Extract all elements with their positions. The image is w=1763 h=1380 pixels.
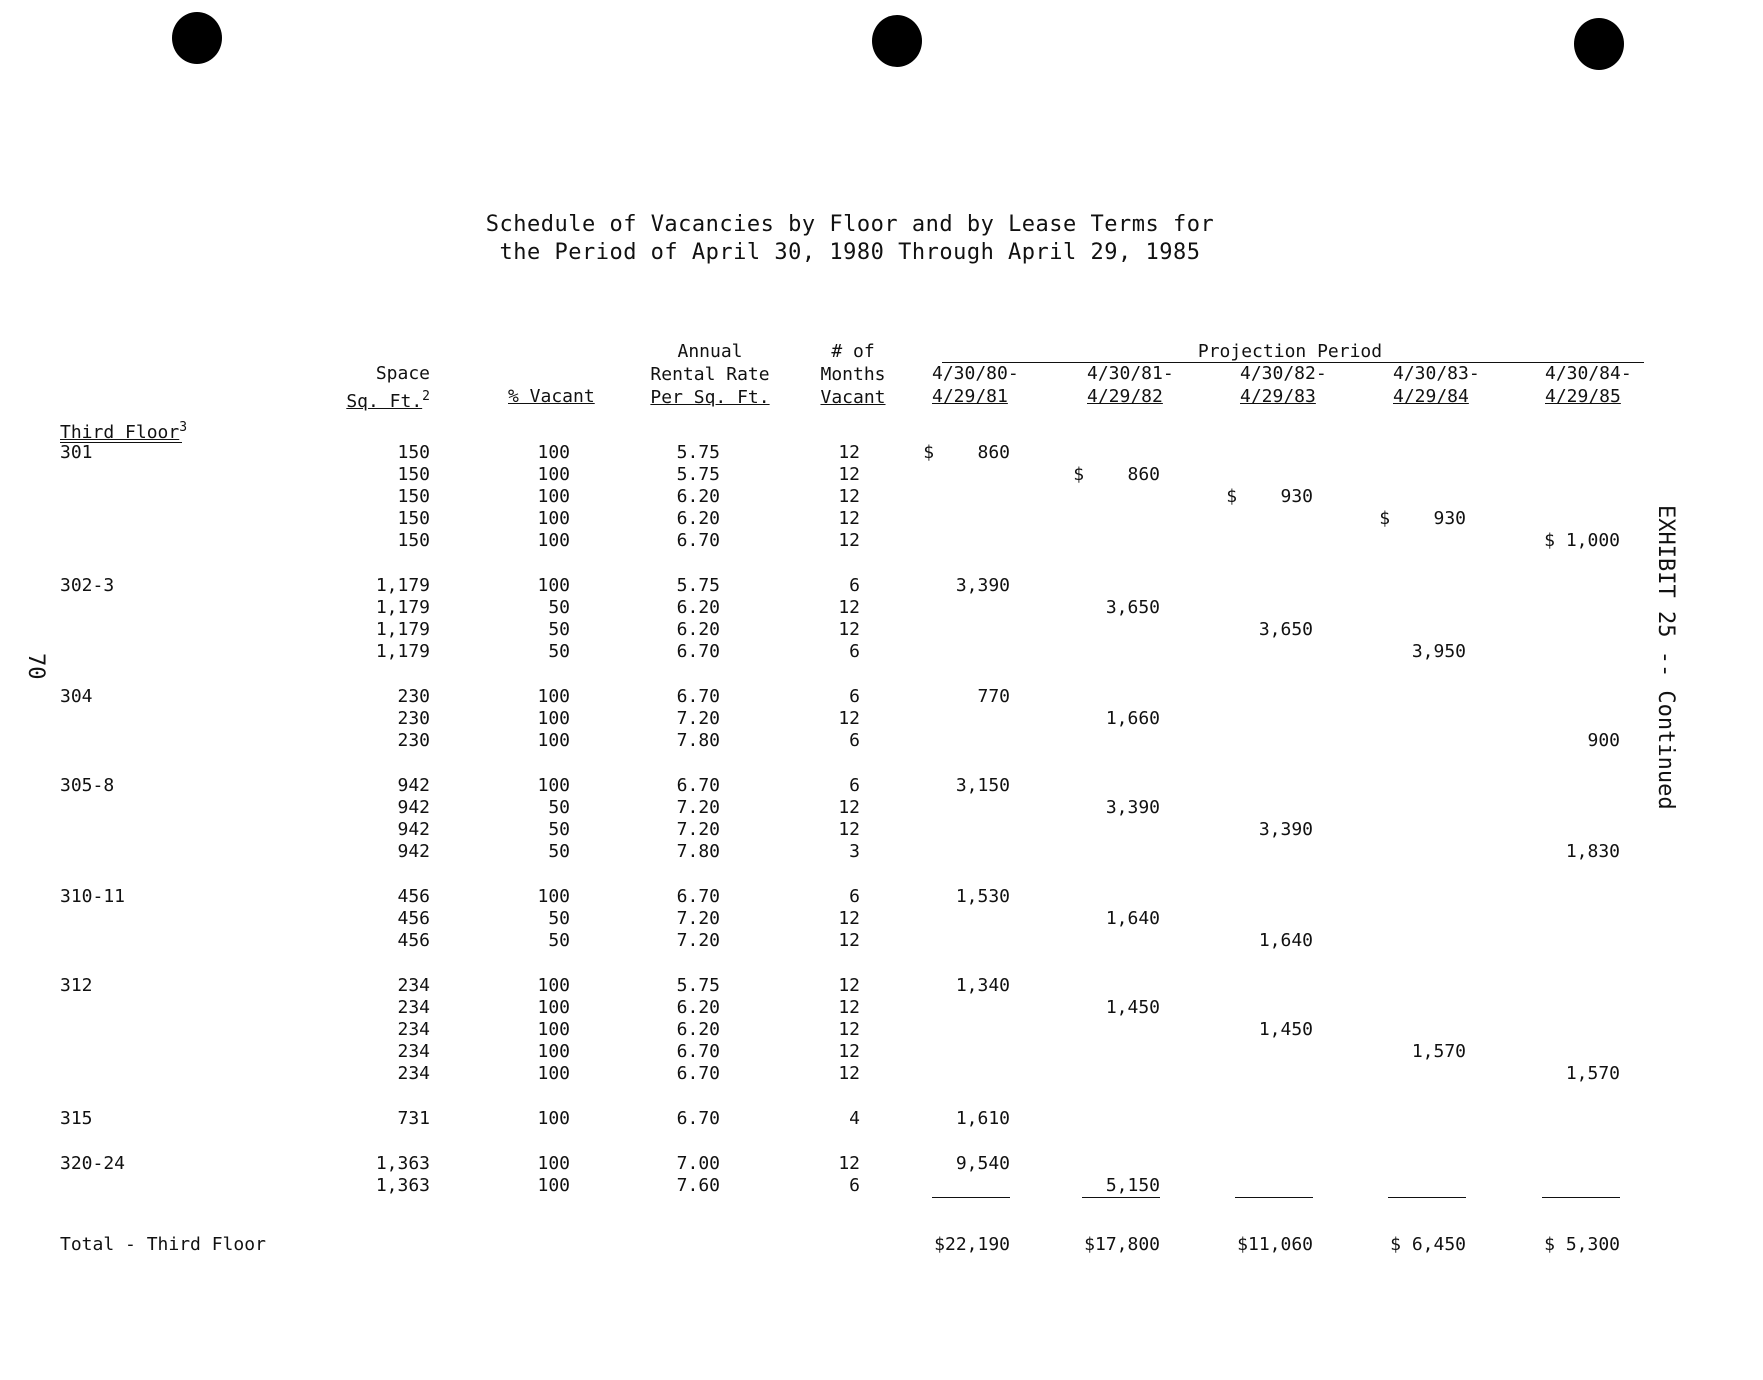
months-cell: 12 [838,442,860,463]
rate-cell: 5.75 [676,975,720,996]
page-number: 70 [23,653,48,680]
vacant-cell: 100 [537,1153,570,1174]
period-value-cell: 3,650 [1105,597,1160,618]
months-cell: 12 [838,508,860,529]
vacant-cell: 100 [537,730,570,751]
months-cell: 12 [838,464,860,485]
table-row [0,708,1700,730]
header-rate [640,340,780,409]
months-cell: 12 [838,1153,860,1174]
unit-cell: 310-11 [60,886,126,907]
subtotal-rule [932,1197,1010,1198]
vacant-cell: 100 [537,486,570,507]
header-period-2 [1087,362,1174,408]
rate-cell: 6.70 [676,641,720,662]
title-line-2: the Period of April 30, 1980 Through April 29, 1985 [499,240,1201,265]
period-value-cell: 1,450 [1105,997,1160,1018]
sqft-cell: 230 [397,708,430,729]
table-row [0,530,1700,552]
rate-cell: 6.20 [676,597,720,618]
rate-cell: 6.20 [676,1019,720,1040]
sqft-cell: 234 [397,1041,430,1062]
sqft-cell: 731 [397,1108,430,1129]
months-cell: 6 [849,775,860,796]
rate-cell: 7.80 [676,841,720,862]
header-rate-line1: Annual [677,341,743,362]
vacant-cell: 100 [537,775,570,796]
months-cell: 12 [838,975,860,996]
rate-cell: 6.70 [676,686,720,707]
months-cell: 6 [849,1175,860,1196]
vacant-cell: 100 [537,708,570,729]
months-cell: 12 [838,597,860,618]
sqft-cell: 1,179 [375,575,430,596]
period-value-cell: 9,540 [955,1153,1010,1174]
period-value-cell: 1,660 [1105,708,1160,729]
header-space-sup: 2 [422,389,430,404]
table-row [0,886,1700,908]
header-months-line3 [808,386,898,409]
rate-cell: 7.20 [676,708,720,729]
header-period-end-text: 4/29/82 [1087,386,1163,407]
vacant-cell: 50 [548,641,570,662]
subtotal-rule [1542,1197,1620,1198]
period-value-cell: 3,390 [1105,797,1160,818]
sqft-cell: 234 [397,1063,430,1084]
period-value-cell: 5,150 [1105,1175,1160,1196]
header-space-line1: Space [375,363,430,384]
punch-hole-right [1574,18,1624,70]
months-cell: 3 [849,841,860,862]
header-period-start: 4/30/80- [932,363,1019,384]
header-period-start: 4/30/82- [1240,363,1327,384]
months-cell: 6 [849,730,860,751]
sqft-cell: 150 [397,442,430,463]
unit-cell: 304 [60,686,93,707]
vacant-cell: 100 [537,997,570,1018]
rate-cell: 6.20 [676,486,720,507]
table-row [0,819,1700,841]
total-value-cell: $ 6,450 [1390,1234,1466,1255]
header-period-start: 4/30/83- [1393,363,1480,384]
rate-cell: 7.20 [676,930,720,951]
vacant-cell: 50 [548,597,570,618]
period-value-cell: 3,650 [1258,619,1313,640]
vacant-cell: 50 [548,797,570,818]
period-value-cell: 770 [977,686,1010,707]
table-row [0,975,1700,997]
period-value-cell: 3,390 [1258,819,1313,840]
unit-cell: 315 [60,1108,93,1129]
vacant-cell: 100 [537,1063,570,1084]
header-months-text: Vacant [820,387,886,408]
table-row [0,1063,1700,1085]
unit-cell: 301 [60,442,93,463]
header-rate-text: Per Sq. Ft. [650,387,770,408]
subtotal-rule [1235,1197,1313,1198]
header-period-end-text: 4/29/81 [932,386,1008,407]
title-line-1: Schedule of Vacancies by Floor and by Lease Terms for [485,212,1215,237]
rate-cell: 6.70 [676,775,720,796]
period-value-cell: 1,610 [955,1108,1010,1129]
period-value-cell: $ 930 [1379,508,1466,529]
unit-cell: 305-8 [60,775,115,796]
header-period-end [1240,385,1327,408]
header-period-start: 4/30/84- [1545,363,1632,384]
table-row [0,775,1700,797]
rate-cell: 6.20 [676,508,720,529]
header-rate-line2: Rental Rate [650,364,770,385]
header-space [340,362,430,413]
total-label: Total - Third Floor [60,1234,266,1255]
months-cell: 12 [838,997,860,1018]
table-row [0,641,1700,663]
total-row [0,1234,1700,1256]
months-cell: 12 [838,530,860,551]
period-value-cell: 3,150 [955,775,1010,796]
header-period-3 [1240,362,1327,408]
header-period-end-text: 4/29/84 [1393,386,1469,407]
vacant-cell: 100 [537,1019,570,1040]
subtotal-rule [1388,1197,1466,1198]
sqft-cell: 234 [397,975,430,996]
header-space-line2 [340,385,430,413]
period-value-cell: 1,570 [1565,1063,1620,1084]
period-value-cell: 3,950 [1411,641,1466,662]
rate-cell: 7.80 [676,730,720,751]
punch-hole-center [872,15,922,67]
header-period-end-text: 4/29/85 [1545,386,1621,407]
sqft-cell: 150 [397,508,430,529]
total-value-cell: $22,190 [934,1234,1010,1255]
header-space-text: Sq. Ft. [346,391,423,412]
rate-cell: 6.70 [676,1063,720,1084]
sqft-cell: 1,179 [375,641,430,662]
table-row [0,1175,1700,1197]
rate-cell: 5.75 [676,575,720,596]
header-period-end-text: 4/29/83 [1240,386,1316,407]
table-row [0,797,1700,819]
vacant-cell: 50 [548,619,570,640]
sqft-cell: 230 [397,730,430,751]
sqft-cell: 230 [397,686,430,707]
sqft-cell: 150 [397,486,430,507]
header-period-start: 4/30/81- [1087,363,1174,384]
sqft-cell: 150 [397,464,430,485]
period-value-cell: 1,640 [1105,908,1160,929]
vacant-cell: 100 [537,686,570,707]
months-cell: 12 [838,486,860,507]
sqft-cell: 1,179 [375,619,430,640]
total-value-cell: $17,800 [1084,1234,1160,1255]
sqft-cell: 942 [397,775,430,796]
total-value-cell: $11,060 [1237,1234,1313,1255]
period-value-cell: $ 930 [1226,486,1313,507]
rate-cell: 6.70 [676,1041,720,1062]
months-cell: 6 [849,575,860,596]
sqft-cell: 456 [397,886,430,907]
table-row [0,841,1700,863]
rate-cell: 6.20 [676,997,720,1018]
vacant-cell: 100 [537,575,570,596]
punch-hole-left [172,12,222,64]
vacant-cell: 50 [548,908,570,929]
vacant-cell: 100 [537,975,570,996]
rate-cell: 7.60 [676,1175,720,1196]
rate-cell: 7.20 [676,908,720,929]
rate-cell: 5.75 [676,464,720,485]
months-cell: 6 [849,641,860,662]
table-row [0,619,1700,641]
months-cell: 12 [838,619,860,640]
header-months [808,340,898,409]
table-row [0,730,1700,752]
table-row [0,597,1700,619]
table-row [0,486,1700,508]
vacant-cell: 100 [537,886,570,907]
header-period-5 [1545,362,1632,408]
vacant-cell: 100 [537,508,570,529]
vacant-cell: 100 [537,464,570,485]
header-period-end [932,385,1019,408]
vacant-cell: 100 [537,442,570,463]
sqft-cell: 234 [397,1019,430,1040]
rate-cell: 7.20 [676,819,720,840]
months-cell: 6 [849,686,860,707]
period-value-cell: 1,570 [1411,1041,1466,1062]
vacant-cell: 100 [537,1175,570,1196]
sqft-cell: 456 [397,908,430,929]
months-cell: 6 [849,886,860,907]
period-value-cell: 1,640 [1258,930,1313,951]
months-cell: 12 [838,930,860,951]
subtotal-rule [1082,1197,1160,1198]
period-value-cell: 900 [1587,730,1620,751]
sqft-cell: 1,179 [375,597,430,618]
months-cell: 4 [849,1108,860,1129]
vacant-cell: 50 [548,930,570,951]
months-cell: 12 [838,1041,860,1062]
rate-cell: 6.70 [676,886,720,907]
rate-cell: 6.20 [676,619,720,640]
header-vacant [508,385,595,408]
period-value-cell: 1,830 [1565,841,1620,862]
rate-cell: 6.70 [676,1108,720,1129]
period-value-cell: $ 860 [1073,464,1160,485]
period-value-cell: $ 860 [923,442,1010,463]
table-row [0,997,1700,1019]
sqft-cell: 942 [397,841,430,862]
period-value-cell: 1,340 [955,975,1010,996]
table-row [0,575,1700,597]
sqft-cell: 150 [397,530,430,551]
header-period-end [1393,385,1480,408]
period-value-cell: 1,450 [1258,1019,1313,1040]
sqft-cell: 1,363 [375,1153,430,1174]
rate-cell: 6.70 [676,530,720,551]
sqft-cell: 942 [397,797,430,818]
table-row [0,464,1700,486]
table-row [0,442,1700,464]
vacant-cell: 100 [537,1041,570,1062]
months-cell: 12 [838,797,860,818]
rate-cell: 7.00 [676,1153,720,1174]
period-value-cell: $ 1,000 [1544,530,1620,551]
table-row [0,1041,1700,1063]
section-label-sup: 3 [179,420,188,435]
sqft-cell: 1,363 [375,1175,430,1196]
vacant-cell: 100 [537,1108,570,1129]
table-row [0,908,1700,930]
vacant-cell: 50 [548,819,570,840]
months-cell: 12 [838,1063,860,1084]
unit-cell: 302-3 [60,575,115,596]
exhibit-label: EXHIBIT 25 -- Continued [1653,505,1678,810]
unit-cell: 312 [60,975,93,996]
period-value-cell: 3,390 [955,575,1010,596]
header-period-end [1087,385,1174,408]
section-label-text: Third Floor [60,422,180,443]
sqft-cell: 456 [397,930,430,951]
header-period-end [1545,385,1632,408]
rate-cell: 5.75 [676,442,720,463]
table-row [0,930,1700,952]
sqft-cell: 942 [397,819,430,840]
period-value-cell: 1,530 [955,886,1010,907]
header-period-4 [1393,362,1480,408]
header-months-line2: Months [820,364,886,385]
months-cell: 12 [838,819,860,840]
vacant-cell: 100 [537,530,570,551]
table-row [0,1019,1700,1041]
header-period-1 [932,362,1019,408]
months-cell: 12 [838,908,860,929]
unit-cell: 320-24 [60,1153,126,1174]
rate-cell: 7.20 [676,797,720,818]
header-projection: Projection Period [1197,341,1383,362]
total-value-cell: $ 5,300 [1544,1234,1620,1255]
header-vacant-text: % Vacant [508,386,595,407]
months-cell: 12 [838,1019,860,1040]
table-row [0,508,1700,530]
table-row [0,1108,1700,1130]
sqft-cell: 234 [397,997,430,1018]
header-months-line1: # of [831,341,875,362]
header-rate-line3 [640,386,780,409]
table-row [0,1153,1700,1175]
months-cell: 12 [838,708,860,729]
section-label [60,420,187,443]
table-row [0,686,1700,708]
vacant-cell: 50 [548,841,570,862]
